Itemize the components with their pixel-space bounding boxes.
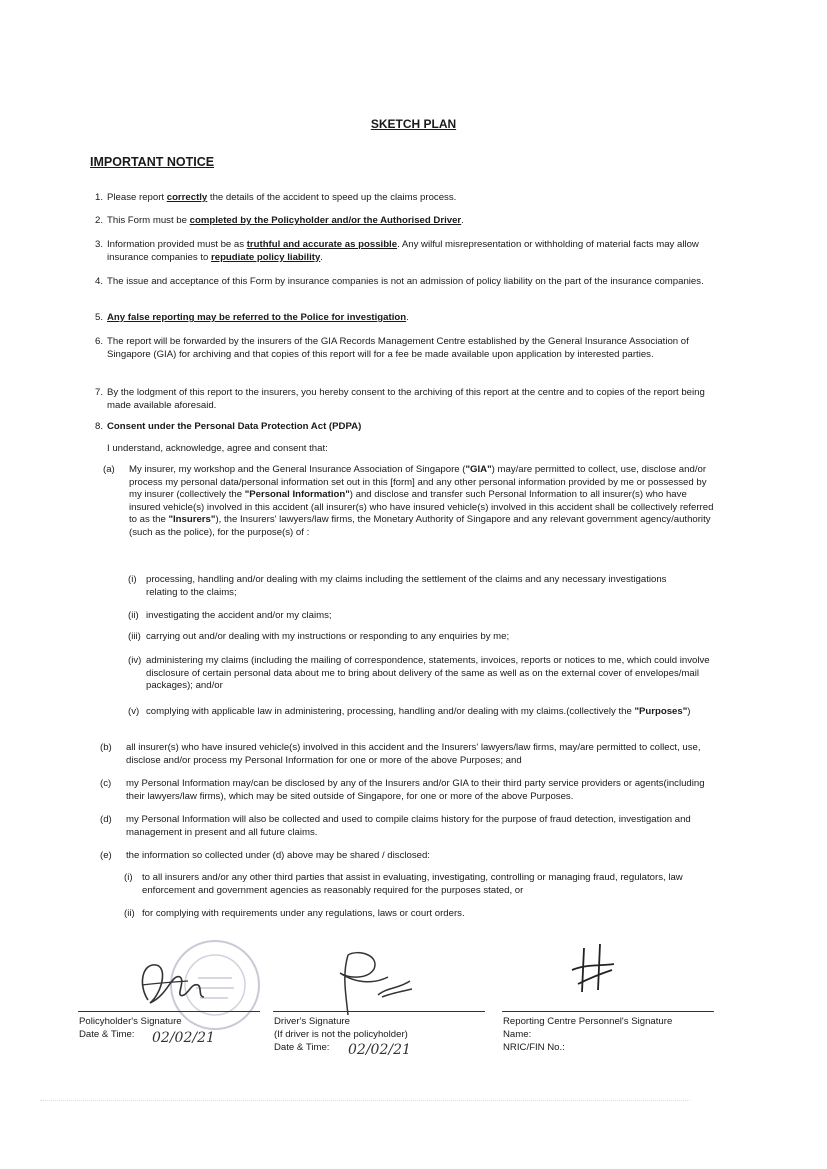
pdpa-clause-a-iii: (iii) carrying out and/or dealing with my instructions or responding to any enquiries by me; <box>128 631 510 642</box>
page-title: SKETCH PLAN <box>370 117 457 131</box>
pdpa-clause-a-iv: (iv) administering my claims (including the mailing of correspondence, statements, invoices, reports or notices to me, which could involve disclosure of certain personal data about me to bring about delivery of the same as well as on the external cover of envelopes/mail packages); and/or <box>128 655 710 691</box>
notice-item-3: 3. Information provided must be as truthful and accurate as possible. Any wilful misrepresentation or withholding of material facts may allow insurance companies to repudiate policy liability. <box>85 239 725 264</box>
notice-item-5: 5. Any false reporting may be referred to the Police for investigation. <box>85 312 725 325</box>
item-number: 5. <box>94 312 103 323</box>
item-number: 8. <box>94 421 103 432</box>
pdpa-clause-a-ii: (ii) investigating the accident and/or my claims; <box>128 610 332 621</box>
notice-item-2: 2. This Form must be completed by the Policyholder and/or the Authorised Driver. <box>85 215 725 228</box>
pdpa-clause-e: (e) the information so collected under (d) above may be shared / disclosed: <box>100 850 430 861</box>
item-number: 2. <box>94 215 103 226</box>
pdpa-clause-e-ii: (ii) for complying with requirements under any regulations, laws or court orders. <box>124 908 465 919</box>
pdpa-clause-a-i: (i) processing, handling and/or dealing with my claims including the settlement of the claims and any necessary investigations relating to the claims; <box>128 574 667 598</box>
notice-item-1: 1. Please report correctly the details of the accident to speed up the claims process. <box>85 192 725 205</box>
pdpa-clause-a: (a) My insurer, my workshop and the General Insurance Association of Singapore ("GIA") may/are permitted to collect, use, disclose and/or process my personal data/personal information set out in this [form] and any other personal information provided by me or possessed by my insurer (collectively the "Personal Information") and disclose and transfer such Personal Information to all insurer(s) who have insured vehicle(s) involved in this accident (all insurer(s) who have insured vehicle(s) involved in this accident shall be collectively referred to as the "Insurers"), the Insurers' lawyers/law firms, the Monetary Authority of Singapore and any relevant government agency/authority (such as the police), for the purpose(s) of : <box>103 464 714 538</box>
item-number: 3. <box>94 239 103 250</box>
item-number: 1. <box>94 192 103 203</box>
footer-divider <box>40 1100 690 1101</box>
centre-signature-block: Reporting Centre Personnel's Signature Name: NRIC/FIN No.: <box>503 1016 673 1053</box>
pdpa-clause-c: (c) my Personal Information may/can be disclosed by any of the Insurers and/or GIA to their third party service providers or agents(including their lawyers/law firms), which may be sited outside of Singapore, for one or more of the above Purposes. <box>100 778 705 802</box>
driver-signature-mark <box>318 945 428 1025</box>
pdpa-clause-e-i: (i) to all insurers and/or any other third parties that assist in evaluating, investigating, controlling or managing fraud, regulators, law enforcement and government agencies as reasonably required for the purposes stated, or <box>124 872 683 896</box>
policyholder-date-value: 02/02/21 <box>152 1030 215 1046</box>
item-number: 4. <box>94 276 103 287</box>
item-number: 7. <box>94 387 103 398</box>
notice-item-7: 7. By the lodgment of this report to the insurers, you hereby consent to the archiving of this report at the centre and to copies of the report being made available aforesaid. <box>85 387 725 412</box>
notice-item-6: 6. The report will be forwarded by the insurers of the GIA Records Management Centre established by the General Insurance Association of Singapore (GIA) for archiving and that copies of this report will for a fee be made available upon application by interested parties. <box>85 336 725 361</box>
pdpa-clause-b: (b) all insurer(s) who have insured vehicle(s) involved in this accident and the Insurers' lawyers/law firms, may/are permitted to collect, use, disclose and/or process my Personal Information for one or more of the above Purposes; and <box>100 742 701 766</box>
notice-item-8 <box>85 421 725 434</box>
centre-signature-line <box>502 1011 714 1012</box>
notice-item-4: 4. The issue and acceptance of this Form by insurance companies is not an admission of policy liability on the part of the insurance companies. <box>85 276 725 289</box>
notice-heading: IMPORTANT NOTICE <box>90 155 215 169</box>
driver-signature-block: Driver's Signature (If driver is not the policyholder) Date & Time: <box>274 1016 408 1053</box>
pdpa-clause-a-v: (v) complying with applicable law in administering, processing, handling and/or dealing with my claims.(collectively the "Purposes") <box>128 706 691 717</box>
pdpa-intro: I understand, acknowledge, agree and consent that: <box>107 443 328 454</box>
policyholder-signature-block: Policyholder's Signature Date & Time: <box>79 1016 182 1040</box>
item-number: 6. <box>94 336 103 347</box>
policyholder-signature-mark <box>128 955 218 1015</box>
policyholder-signature-line <box>78 1011 260 1012</box>
driver-date-value: 02/02/21 <box>348 1042 411 1058</box>
centre-signature-mark <box>568 940 618 1000</box>
driver-signature-line <box>273 1011 485 1012</box>
pdpa-heading: Consent under the Personal Data Protection Act (PDPA) <box>107 421 362 432</box>
pdpa-clause-d: (d) my Personal Information will also be collected and used to compile claims history for the purpose of fraud detection, investigation and management in present and all future claims. <box>100 814 691 838</box>
